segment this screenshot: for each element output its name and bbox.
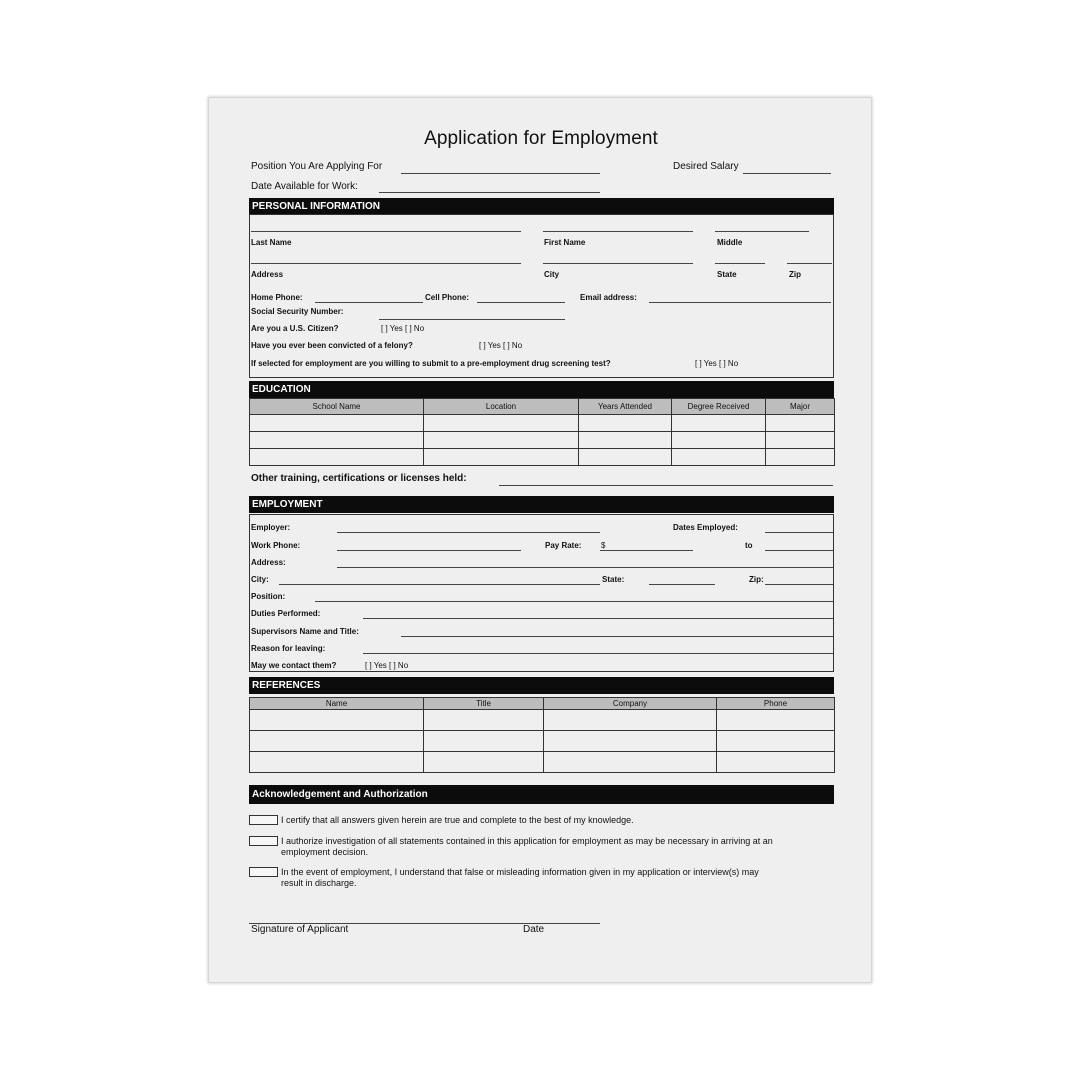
- table-cell[interactable]: [717, 752, 835, 773]
- other-training-input-line[interactable]: [499, 485, 833, 486]
- references-col-name: Name: [250, 698, 424, 710]
- supervisor-label: Supervisors Name and Title:: [251, 627, 359, 636]
- table-cell[interactable]: [424, 449, 579, 466]
- education-col-degree: Degree Received: [672, 399, 766, 415]
- home-phone-label: Home Phone:: [251, 293, 303, 302]
- reason-leaving-label: Reason for leaving:: [251, 644, 326, 653]
- application-form-page: [208, 97, 872, 983]
- table-cell[interactable]: [766, 415, 835, 432]
- education-header-row: [250, 399, 835, 415]
- ssn-input-line[interactable]: [379, 319, 565, 320]
- education-col-school: School Name: [250, 399, 424, 415]
- address-label: Address: [251, 270, 284, 279]
- dates-employed-label: Dates Employed:: [673, 523, 738, 532]
- table-cell[interactable]: [766, 449, 835, 466]
- drug-test-options[interactable]: [ ] Yes [ ] No: [695, 359, 739, 368]
- city-input-line[interactable]: [543, 263, 693, 264]
- employer-label: Employer:: [251, 523, 291, 532]
- table-row: [250, 710, 835, 731]
- education-table: [249, 398, 835, 466]
- ack-statement-1: I certify that all answers given herein are true and complete to the best of my knowledge.: [281, 815, 634, 825]
- dollar-sign: $: [601, 541, 606, 550]
- email-input-line[interactable]: [649, 302, 831, 303]
- signature-date-label: Date: [523, 924, 545, 935]
- contact-question: May we contact them?: [251, 661, 337, 670]
- employment-section: [249, 514, 834, 672]
- drug-test-question: If selected for employment are you willing to submit to a pre-employment drug screening test?: [251, 359, 611, 368]
- education-col-location: Location: [424, 399, 579, 415]
- duties-input-line[interactable]: [363, 618, 833, 619]
- zip-label: Zip: [789, 270, 801, 279]
- ack-statement-3: In the event of employment, I understand that false or misleading information given in my application or interview(s) may result in discharge.: [281, 867, 759, 888]
- reason-leaving-input-line[interactable]: [363, 653, 833, 654]
- emp-city-input-line[interactable]: [279, 584, 600, 585]
- table-cell[interactable]: [672, 415, 766, 432]
- table-cell[interactable]: [424, 710, 544, 731]
- home-phone-input-line[interactable]: [315, 302, 423, 303]
- emp-zip-label: Zip:: [749, 575, 764, 584]
- other-training-label: Other training, certifications or licenses held:: [251, 473, 467, 484]
- pay-rate-label: Pay Rate:: [545, 541, 582, 550]
- pay-rate-input-line[interactable]: [600, 550, 693, 551]
- salary-label: Desired Salary: [673, 161, 739, 172]
- emp-city-label: City:: [251, 575, 269, 584]
- ack-checkbox-3[interactable]: [249, 867, 278, 877]
- work-phone-label: Work Phone:: [251, 541, 301, 550]
- education-col-years: Years Attended: [579, 399, 672, 415]
- to-label: to: [745, 541, 753, 550]
- table-cell[interactable]: [579, 415, 672, 432]
- zip-input-line[interactable]: [787, 263, 832, 264]
- dates-to-input-line[interactable]: [765, 550, 833, 551]
- last-name-label: Last Name: [251, 238, 292, 247]
- table-cell[interactable]: [250, 449, 424, 466]
- table-row: [250, 432, 835, 449]
- felony-options[interactable]: [ ] Yes [ ] No: [479, 341, 523, 350]
- table-cell[interactable]: [250, 752, 424, 773]
- table-row: [250, 752, 835, 773]
- salary-input-line[interactable]: [743, 173, 831, 174]
- supervisor-input-line[interactable]: [401, 636, 833, 637]
- date-available-input-line[interactable]: [379, 192, 600, 193]
- emp-address-label: Address:: [251, 558, 286, 567]
- first-name-input-line[interactable]: [543, 231, 693, 232]
- first-name-label: First Name: [544, 238, 586, 247]
- last-name-input-line[interactable]: [251, 231, 521, 232]
- table-cell[interactable]: [544, 731, 717, 752]
- table-row: [250, 449, 835, 466]
- employment-header: EMPLOYMENT: [249, 496, 834, 513]
- table-cell[interactable]: [672, 432, 766, 449]
- table-row: [250, 415, 835, 432]
- table-cell[interactable]: [250, 432, 424, 449]
- table-cell[interactable]: [424, 731, 544, 752]
- emp-state-input-line[interactable]: [649, 584, 715, 585]
- education-col-major: Major: [766, 399, 835, 415]
- table-cell[interactable]: [544, 710, 717, 731]
- table-cell[interactable]: [579, 449, 672, 466]
- references-header-row: [250, 698, 835, 710]
- citizen-question: Are you a U.S. Citizen?: [251, 324, 339, 333]
- form-title: Application for Employment: [424, 128, 658, 149]
- table-cell[interactable]: [672, 449, 766, 466]
- table-cell[interactable]: [424, 415, 579, 432]
- duties-label: Duties Performed:: [251, 609, 321, 618]
- table-cell[interactable]: [250, 710, 424, 731]
- table-cell[interactable]: [717, 731, 835, 752]
- ssn-label: Social Security Number:: [251, 307, 344, 316]
- contact-options[interactable]: [ ] Yes [ ] No: [365, 661, 409, 670]
- emp-position-label: Position:: [251, 592, 286, 601]
- city-label: City: [544, 270, 560, 279]
- state-label: State: [717, 270, 737, 279]
- table-cell[interactable]: [424, 752, 544, 773]
- references-col-phone: Phone: [717, 698, 835, 710]
- citizen-options[interactable]: [ ] Yes [ ] No: [381, 324, 425, 333]
- cell-phone-input-line[interactable]: [477, 302, 565, 303]
- personal-info-header: PERSONAL INFORMATION: [249, 198, 834, 215]
- middle-input-line[interactable]: [715, 231, 809, 232]
- emp-state-label: State:: [602, 575, 625, 584]
- position-label: Position You Are Applying For: [251, 161, 383, 172]
- personal-info-section: [249, 214, 834, 378]
- signature-label: Signature of Applicant: [251, 924, 349, 935]
- ack-checkbox-2[interactable]: [249, 836, 278, 846]
- address-input-line[interactable]: [251, 263, 521, 264]
- acknowledgement-header: Acknowledgement and Authorization: [249, 785, 834, 804]
- emp-address-input-line[interactable]: [337, 567, 833, 568]
- position-input-line[interactable]: [401, 173, 600, 174]
- table-cell[interactable]: [766, 432, 835, 449]
- dates-from-input-line[interactable]: [765, 532, 833, 533]
- table-cell[interactable]: [717, 710, 835, 731]
- references-col-company: Company: [544, 698, 717, 710]
- emp-zip-input-line[interactable]: [765, 584, 833, 585]
- work-phone-input-line[interactable]: [337, 550, 521, 551]
- references-header: REFERENCES: [249, 677, 834, 694]
- ack-statement-2: I authorize investigation of all statements contained in this application for employment as may be necessary in arriving at an employment decision.: [281, 836, 773, 857]
- table-cell[interactable]: [424, 432, 579, 449]
- state-input-line[interactable]: [715, 263, 765, 264]
- employer-input-line[interactable]: [337, 532, 600, 533]
- email-label: Email address:: [580, 293, 637, 302]
- education-header: EDUCATION: [249, 381, 834, 398]
- emp-position-input-line[interactable]: [315, 601, 833, 602]
- table-row: [250, 731, 835, 752]
- table-cell[interactable]: [544, 752, 717, 773]
- table-cell[interactable]: [250, 415, 424, 432]
- date-available-label: Date Available for Work:: [251, 181, 358, 192]
- references-table: [249, 697, 835, 773]
- table-cell[interactable]: [250, 731, 424, 752]
- felony-question: Have you ever been convicted of a felony?: [251, 341, 413, 350]
- table-cell[interactable]: [579, 432, 672, 449]
- middle-label: Middle: [717, 238, 743, 247]
- ack-checkbox-1[interactable]: [249, 815, 278, 825]
- cell-phone-label: Cell Phone:: [425, 293, 470, 302]
- references-col-title: Title: [424, 698, 544, 710]
